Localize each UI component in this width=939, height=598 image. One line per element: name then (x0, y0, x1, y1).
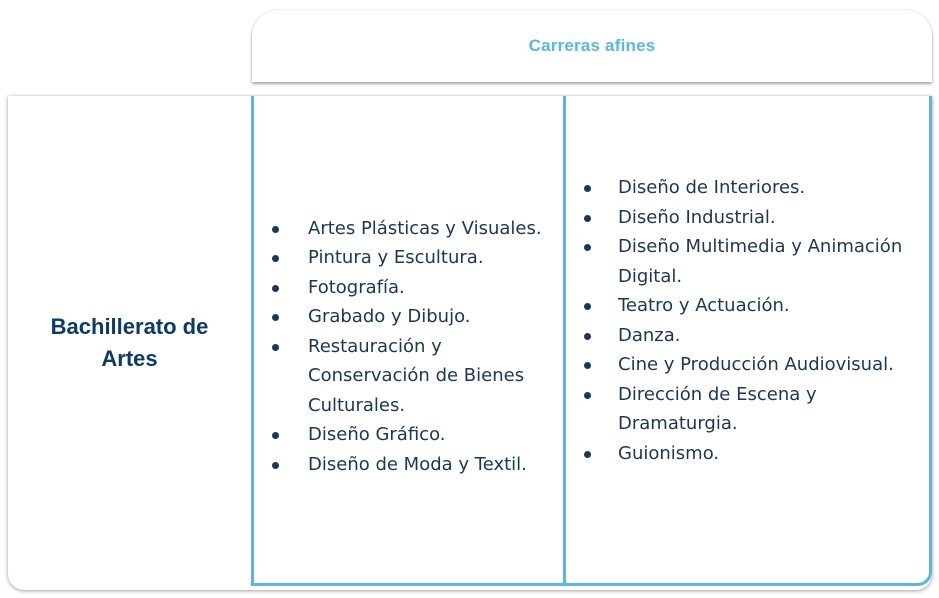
career-item: Artes Plásticas y Visuales. (254, 214, 554, 244)
career-item: Diseño Multimedia y Animación Digital. (566, 232, 916, 291)
column-header (252, 10, 932, 82)
career-item: Cine y Producción Audiovisual. (566, 350, 916, 380)
career-item: Diseño de Moda y Textil. (254, 450, 554, 480)
row-label-line-1: Bachillerato de (50, 314, 209, 339)
careers-column-1 (251, 96, 566, 586)
careers-list-1 (254, 214, 554, 480)
career-item: Restauración y Conservación de Bienes Culturales. (254, 332, 554, 421)
career-item: Danza. (566, 321, 916, 351)
career-item: Diseño Industrial. (566, 203, 916, 233)
row-label (51, 311, 209, 375)
career-item: Fotografía. (254, 273, 554, 303)
careers-list-2 (566, 173, 916, 468)
careers-table (8, 96, 932, 590)
career-item: Diseño de Interiores. (566, 173, 916, 203)
row-label-cell (8, 96, 251, 590)
careers-column-2 (566, 96, 932, 586)
row-label-line-2: Artes (101, 346, 158, 371)
career-item: Grabado y Dibujo. (254, 302, 554, 332)
career-item: Diseño Gráfico. (254, 420, 554, 450)
career-item: Teatro y Actuación. (566, 291, 916, 321)
career-item: Pintura y Escultura. (254, 243, 554, 273)
career-item: Dirección de Escena y Dramaturgia. (566, 380, 916, 439)
column-header-title: Carreras afines (528, 36, 656, 55)
career-item: Guionismo. (566, 439, 916, 469)
